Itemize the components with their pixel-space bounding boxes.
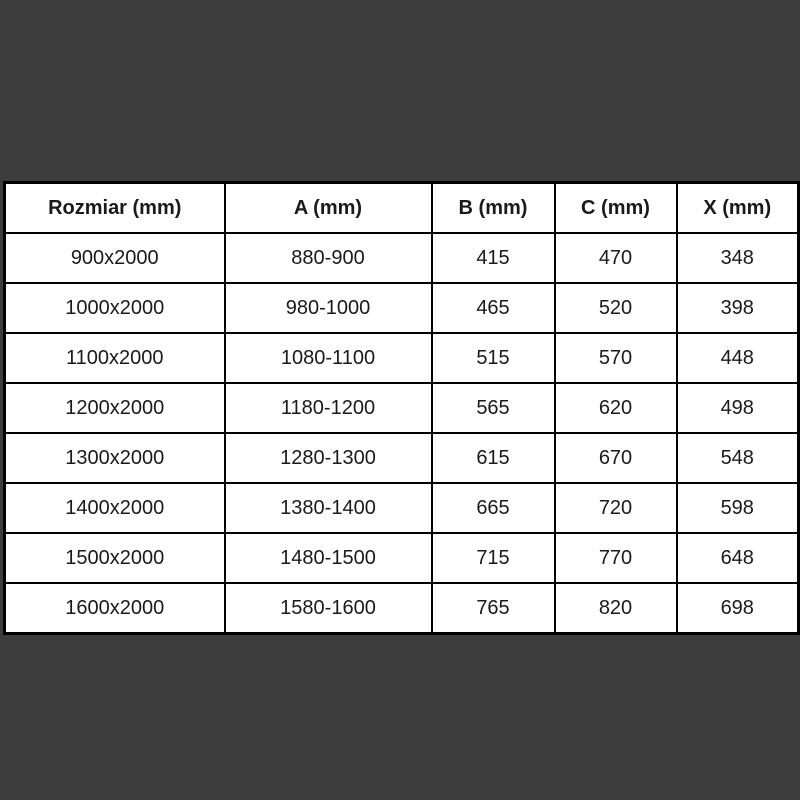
table-cell-rozmiar: 900x2000 xyxy=(5,233,225,283)
column-header-c: C (mm) xyxy=(555,183,677,234)
column-header-x: X (mm) xyxy=(677,183,799,234)
table-cell-rozmiar: 1300x2000 xyxy=(5,433,225,483)
table-cell-x: 398 xyxy=(677,283,799,333)
table-cell-x: 648 xyxy=(677,533,799,583)
dimensions-table xyxy=(3,181,800,635)
table-cell-b: 565 xyxy=(432,383,555,433)
table-cell-x: 598 xyxy=(677,483,799,533)
column-header-rozmiar: Rozmiar (mm) xyxy=(5,183,225,234)
table-cell-rozmiar: 1600x2000 xyxy=(5,583,225,634)
table-cell-a: 1180-1200 xyxy=(225,383,432,433)
table-cell-b: 765 xyxy=(432,583,555,634)
table-cell-b: 665 xyxy=(432,483,555,533)
table-cell-rozmiar: 1200x2000 xyxy=(5,383,225,433)
table-row xyxy=(5,333,799,383)
table-row xyxy=(5,583,799,634)
table-cell-c: 670 xyxy=(555,433,677,483)
table-cell-b: 415 xyxy=(432,233,555,283)
table-cell-c: 820 xyxy=(555,583,677,634)
table-cell-rozmiar: 1000x2000 xyxy=(5,283,225,333)
table-cell-b: 515 xyxy=(432,333,555,383)
header-row xyxy=(5,183,799,234)
table-cell-c: 570 xyxy=(555,333,677,383)
table-cell-b: 465 xyxy=(432,283,555,333)
table-cell-rozmiar: 1400x2000 xyxy=(5,483,225,533)
table-cell-b: 715 xyxy=(432,533,555,583)
table-cell-rozmiar: 1100x2000 xyxy=(5,333,225,383)
table-cell-c: 720 xyxy=(555,483,677,533)
table-row xyxy=(5,533,799,583)
table-cell-a: 1280-1300 xyxy=(225,433,432,483)
table-cell-b: 615 xyxy=(432,433,555,483)
table-row xyxy=(5,233,799,283)
table-cell-a: 1380-1400 xyxy=(225,483,432,533)
table-cell-c: 520 xyxy=(555,283,677,333)
table-cell-a: 1580-1600 xyxy=(225,583,432,634)
table-cell-x: 448 xyxy=(677,333,799,383)
table-cell-a: 980-1000 xyxy=(225,283,432,333)
table-cell-a: 1080-1100 xyxy=(225,333,432,383)
table-cell-rozmiar: 1500x2000 xyxy=(5,533,225,583)
table-cell-a: 880-900 xyxy=(225,233,432,283)
table-row xyxy=(5,433,799,483)
table-cell-x: 348 xyxy=(677,233,799,283)
table-row xyxy=(5,483,799,533)
table-cell-x: 548 xyxy=(677,433,799,483)
table-cell-c: 470 xyxy=(555,233,677,283)
table-cell-c: 770 xyxy=(555,533,677,583)
table-row xyxy=(5,383,799,433)
table-cell-c: 620 xyxy=(555,383,677,433)
table-row xyxy=(5,283,799,333)
table-cell-a: 1480-1500 xyxy=(225,533,432,583)
table-cell-x: 498 xyxy=(677,383,799,433)
column-header-b: B (mm) xyxy=(432,183,555,234)
table-cell-x: 698 xyxy=(677,583,799,634)
column-header-a: A (mm) xyxy=(225,183,432,234)
